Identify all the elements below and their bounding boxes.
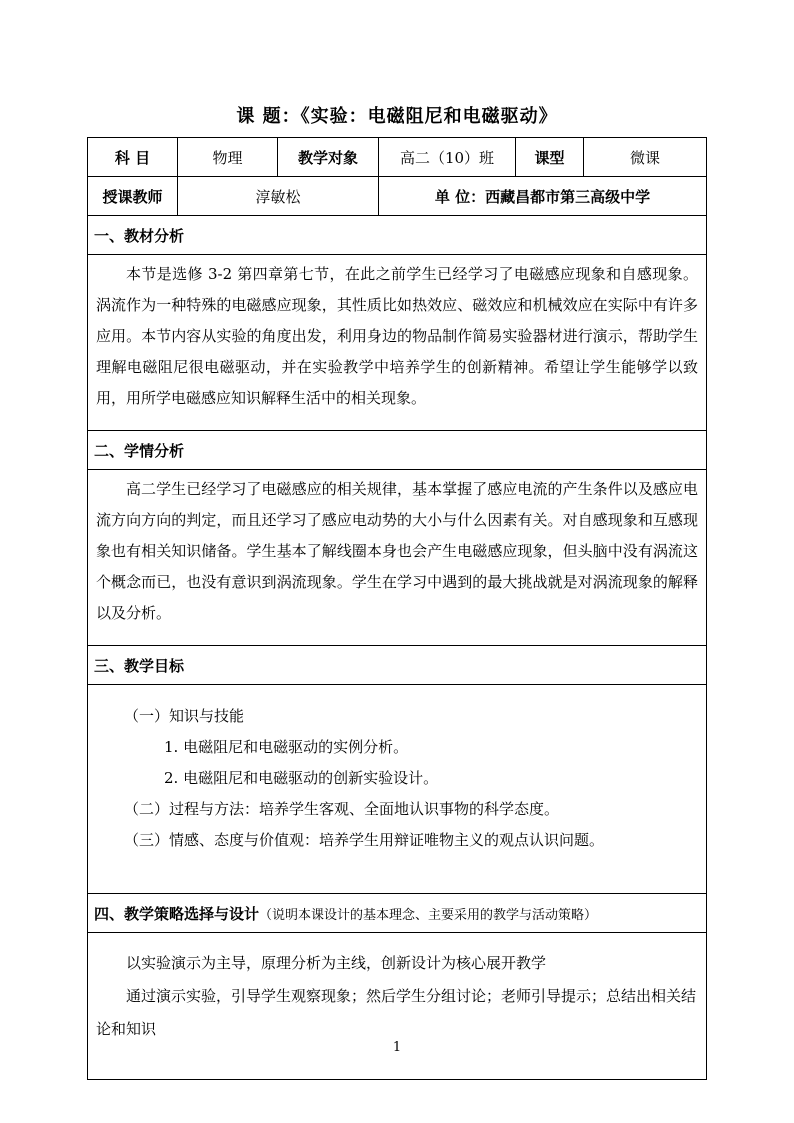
section3-body-row: [88, 685, 707, 894]
unit-label: 单 位：西藏昌都市第三高级中学: [379, 177, 707, 216]
type-value: 微课: [584, 138, 707, 177]
section2-heading: 二、学情分析: [88, 431, 707, 470]
section4-heading-cell: [88, 894, 707, 933]
subject-value: 物理: [178, 138, 278, 177]
section4-body-row: [88, 933, 707, 1080]
lesson-plan-table: [87, 137, 707, 1080]
audience-label: 教学对象: [278, 138, 379, 177]
page-number: 1: [392, 1040, 402, 1055]
goal-knowledge-item-2: 2. 电磁阻尼和电磁驱动的创新实验设计。: [164, 769, 439, 787]
section4-heading: 四、教学策略选择与设计: [94, 904, 260, 923]
lesson-title: 课 题：《实验：电磁阻尼和电磁驱动》: [236, 106, 558, 127]
goal-attitude: （三）情感、态度与价值观：培养学生用辩证唯物主义的观点认识问题。: [124, 831, 605, 849]
section3-heading: 三、教学目标: [88, 646, 707, 685]
type-label: 课型: [516, 138, 584, 177]
section1-heading: 一、教材分析: [88, 216, 707, 255]
section4-note: （说明本课设计的基本理念、主要采用的教学与活动策略）: [259, 907, 598, 923]
strategy-line-1: 以实验演示为主导，原理分析为主线，创新设计为核心展开教学: [126, 954, 547, 972]
goal-knowledge-item-1: 1. 电磁阻尼和电磁驱动的实例分析。: [164, 738, 409, 756]
section2-body: [88, 470, 707, 646]
goal-knowledge: （一）知识与技能: [124, 707, 245, 725]
subject-label: 科 目: [88, 138, 178, 177]
section1-body: [88, 255, 707, 431]
section3-body: [88, 685, 707, 894]
section2-body-row: [88, 470, 707, 646]
teacher-label: 授课教师: [88, 177, 178, 216]
teacher-value: 淳敏松: [178, 177, 379, 216]
section1-heading-row: [88, 216, 707, 255]
section4-heading-row: [88, 894, 707, 933]
goal-process: （二）过程与方法：培养学生客观、全面地认识事物的科学态度。: [124, 800, 560, 818]
section2-heading-row: [88, 431, 707, 470]
section4-body: [88, 933, 707, 1080]
header-row-1: [88, 138, 707, 177]
section1-body-row: [88, 255, 707, 431]
section3-heading-row: [88, 646, 707, 685]
section1-text: 本节是选修 3-2 第四章第七节，在此之前学生已经学习了电磁感应现象和自感现象。涡流作为一种特殊的电磁感应现象，其性质比如热效应、磁效应和机械效应在实际中有许多应用。本节内容从实验的角度出发，利用身边的物品制作简易实验器材进行演示，帮助学生理解电磁阻尼很电磁驱动，并在实验教学中培养学生的创新精神。希望让学生能够学以致用，用所学电磁感应知识解释生活中的相关现象。: [96, 265, 698, 407]
header-row-2: [88, 177, 707, 216]
audience-value: 高二（10）班: [379, 138, 516, 177]
section2-text: 高二学生已经学习了电磁感应的相关规律，基本掌握了感应电流的产生条件以及感应电流方向方向的判定，而且还学习了感应电动势的大小与什么因素有关。对自感现象和互感现象也有相关知识储备。学生基本了解线圈本身也会产生电磁感应现象，但头脑中没有涡流这个概念而已，也没有意识到涡流现象。学生在学习中遇到的最大挑战就是对涡流现象的解释以及分析。: [96, 480, 698, 622]
strategy-line-2: 通过演示实验，引导学生观察现象；然后学生分组讨论；老师引导提示；总结出相关结论和知识: [96, 987, 697, 1038]
